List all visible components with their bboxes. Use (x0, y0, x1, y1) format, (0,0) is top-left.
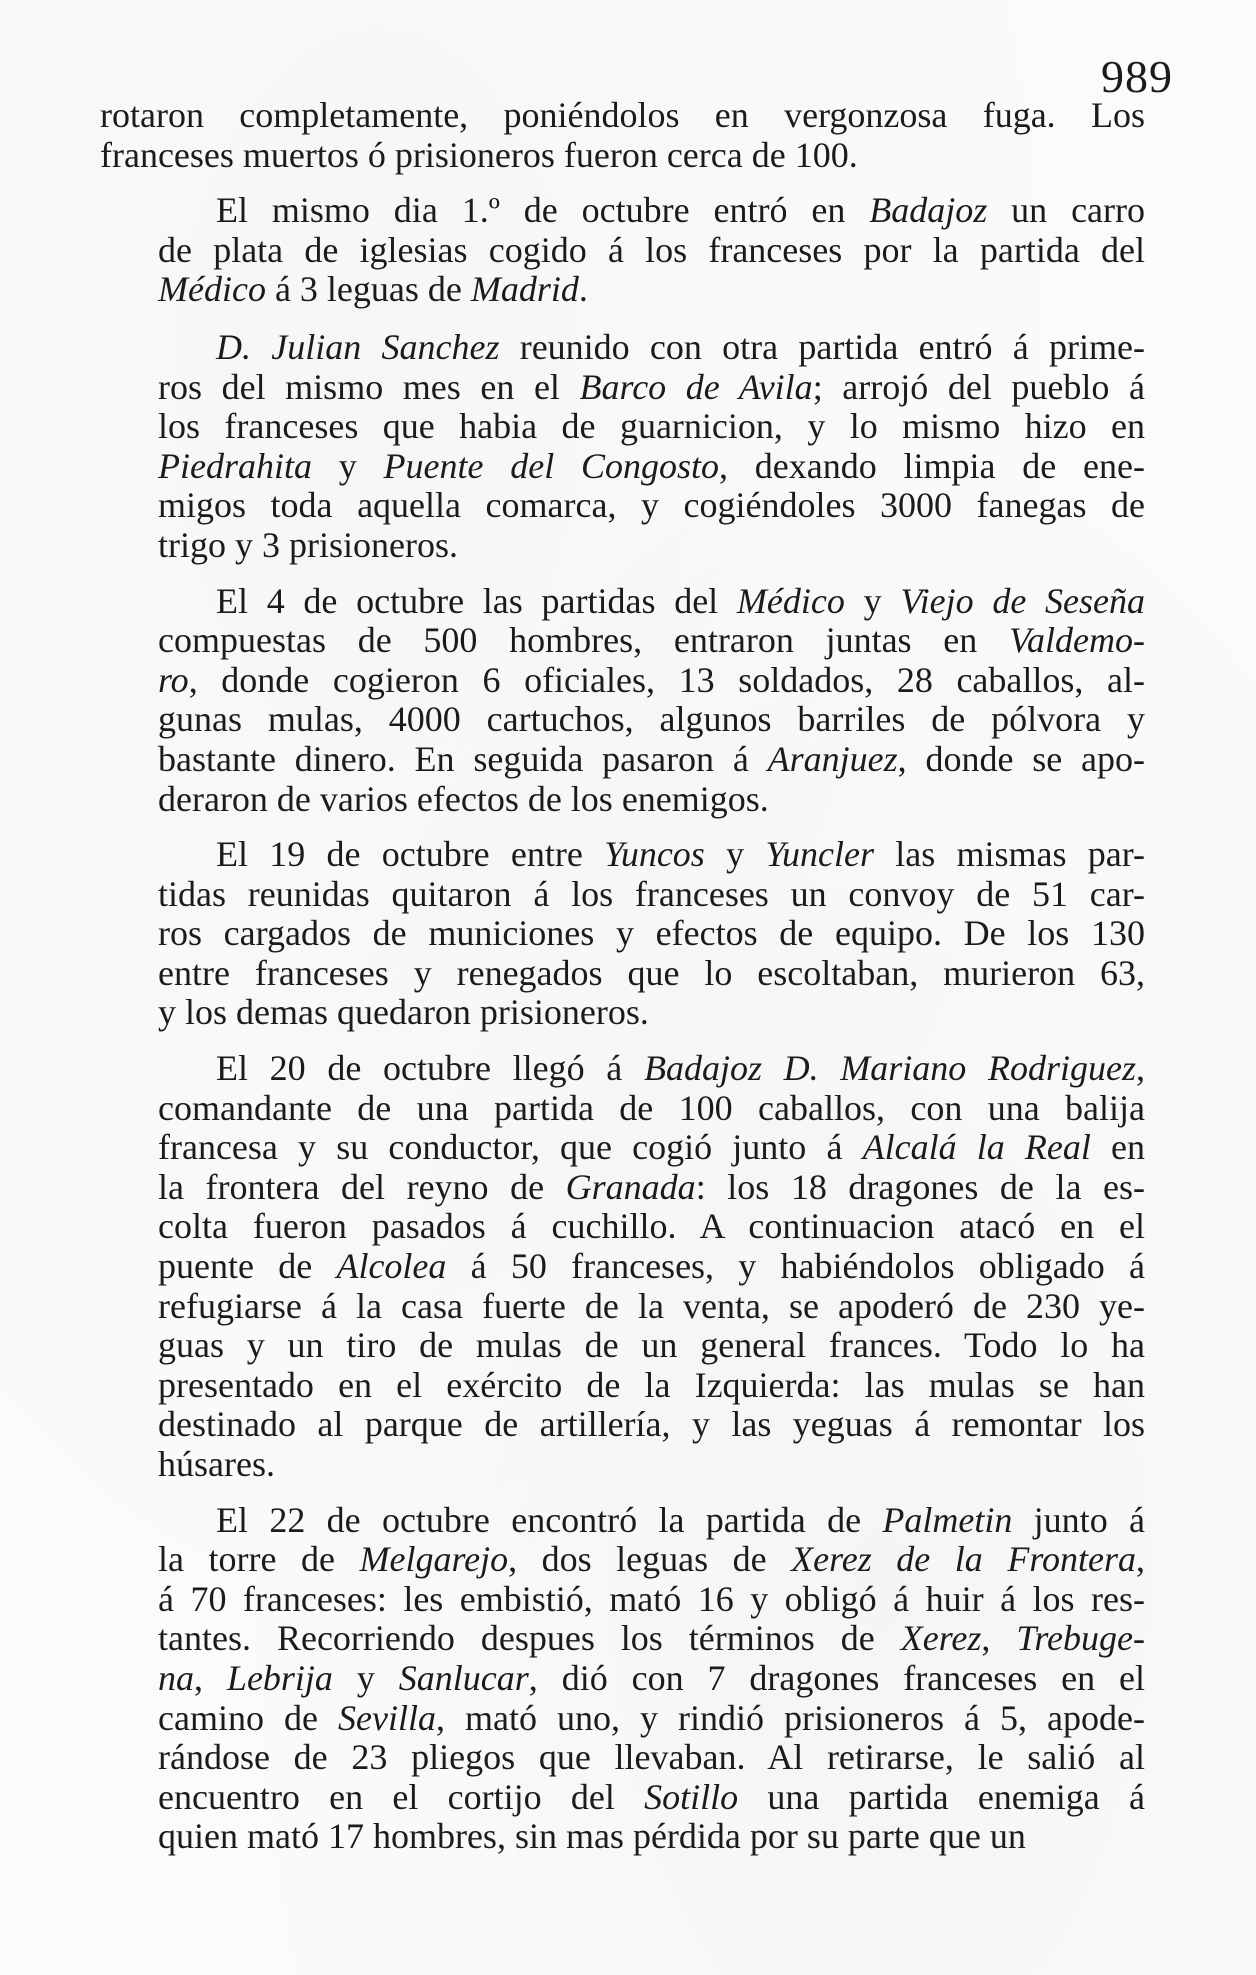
place-name: Granada (565, 1166, 696, 1207)
text-line: compuestas de 500 hombres, entraron juntas en Valdemo- (158, 620, 1145, 661)
place-name: Trebuge- (1016, 1618, 1145, 1659)
text-line: presentado en el exército de la Izquierda: las mulas se han (158, 1364, 1145, 1405)
text-line: El 20 de octubre llegó á Badajoz D. Mariano Rodriguez, (216, 1048, 1145, 1089)
text-line: los franceses que habia de guarnicion, y lo mismo hizo en (158, 406, 1145, 447)
place-name: Yuncos (604, 834, 705, 875)
place-name: Barco de Avila (579, 366, 813, 407)
text-line: francesa y su conductor, que cogió junto á Alcalá la Real en (158, 1127, 1146, 1168)
text-line: entre franceses y renegados que lo escoltaban, murieron 63, (158, 952, 1145, 993)
paragraph-3 (100, 328, 1145, 566)
text-line: ros del mismo mes en el Barco de Avila; arrojó del pueblo á (158, 366, 1145, 407)
text-line: El 19 de octubre entre Yuncos y Yuncler las mismas par- (216, 834, 1145, 875)
text-line: colta fueron pasados á cuchillo. A continuacion atacó en el (158, 1206, 1145, 1247)
text-line: tantes. Recorriendo despues los términos de Xerez, Trebuge- (158, 1618, 1145, 1659)
text-line: ros cargados de municiones y efectos de equipo. De los 130 (158, 913, 1145, 954)
text-line: rotaron completamente, poniéndolos en vergonzosa fuga. Los (100, 95, 1145, 135)
page-number: 989 (1101, 51, 1173, 102)
place-name: Sanlucar (398, 1657, 529, 1698)
text-line: puente de Alcolea á 50 franceses, y habiéndolos obligado á (158, 1246, 1146, 1287)
person-name: Médico (736, 580, 845, 621)
text-line: de plata de iglesias cogido á los franceses por la partida del (158, 229, 1145, 270)
place-name: Aranjuez (767, 738, 898, 779)
person-name: Badajoz D. Mariano Rodriguez (643, 1048, 1136, 1089)
text-line: húsares. (158, 1444, 275, 1484)
person-name: D. Julian Sanchez (216, 326, 500, 367)
paragraph-4 (100, 582, 1145, 820)
place-name: Puente del Congosto (383, 445, 720, 486)
text-line: y los demas quedaron prisioneros. (158, 992, 649, 1033)
place-name: Xerez de la Frontera (791, 1539, 1136, 1580)
place-name: na (158, 1657, 194, 1698)
body-text (100, 96, 1145, 1857)
text-line: refugiarse á la casa fuerte de la venta, se apoderó de 230 ye- (158, 1285, 1145, 1326)
place-name: Alcalá la Real (862, 1127, 1091, 1168)
text-line: quien mató 17 hombres, sin mas pérdida por su parte que un (158, 1816, 1026, 1857)
place-name: Madrid (470, 269, 579, 310)
place-name: Lebrija (226, 1657, 333, 1698)
place-name: Viejo de Seseña (900, 580, 1146, 621)
text-line: guas y un tiro de mulas de un general frances. Todo lo ha (158, 1325, 1145, 1366)
text-line: á 70 franceses: les embistió, mató 16 y obligó á huir á los res- (158, 1578, 1145, 1619)
text-line: Piedrahita y Puente del Congosto, dexando limpia de ene- (158, 445, 1145, 486)
place-name: Xerez (900, 1618, 982, 1659)
person-name: Palmetin (882, 1499, 1013, 1540)
place-name: Alcolea (336, 1246, 447, 1287)
text-line: Médico á 3 leguas de Madrid. (158, 269, 588, 310)
text-line: la frontera del reyno de Granada: los 18 dragones de la es- (158, 1166, 1145, 1207)
text-line: ro, donde cogieron 6 oficiales, 13 soldados, 28 caballos, al- (158, 659, 1145, 700)
text-line: bastante dinero. En seguida pasaron á Aranjuez, donde se apo- (158, 738, 1146, 779)
text-line: comandante de una partida de 100 caballos, con una balija (158, 1087, 1145, 1128)
text-line: franceses muertos ó prisioneros fueron cerca de 100. (100, 134, 858, 175)
paragraph-5 (100, 835, 1145, 1033)
place-name: ro (158, 659, 189, 700)
text-line: migos toda aquella comarca, y cogiéndoles 3000 fanegas de (158, 485, 1145, 526)
text-line: rándose de 23 pliegos que llevaban. Al retirarse, le salió al (158, 1737, 1145, 1778)
text-line: la torre de Melgarejo, dos leguas de Xerez de la Frontera, (158, 1539, 1145, 1580)
paragraph-7 (100, 1501, 1145, 1857)
text-line: camino de Sevilla, mató uno, y rindió prisioneros á 5, apode- (158, 1697, 1145, 1738)
text-line: destinado al parque de artillería, y las yeguas á remontar los (158, 1404, 1145, 1445)
paragraph-1 (100, 96, 1145, 175)
text-line: gunas mulas, 4000 cartuchos, algunos barriles de pólvora y (158, 699, 1145, 740)
text-line: encuentro en el cortijo del Sotillo una partida enemiga á (158, 1776, 1145, 1817)
place-name: Sevilla (337, 1697, 436, 1738)
text-line: na, Lebrija y Sanlucar, dió con 7 dragones franceses en el (158, 1657, 1146, 1698)
place-name: Badajoz (869, 190, 988, 231)
text-line: El 4 de octubre las partidas del Médico y Viejo de Seseña (216, 580, 1146, 621)
place-name: Valdemo- (1009, 620, 1145, 661)
text-line: deraron de varios efectos de los enemigos. (158, 778, 769, 819)
text-line: trigo y 3 prisioneros. (158, 524, 458, 565)
place-name: Piedrahita (158, 445, 312, 486)
text-line: tidas reunidas quitaron á los franceses un convoy de 51 car- (158, 873, 1145, 914)
place-name: Yuncler (765, 834, 875, 875)
text-line: El 22 de octubre encontró la partida de Palmetin junto á (216, 1499, 1145, 1540)
text-line: El mismo dia 1.º de octubre entró en Badajoz un carro (216, 190, 1146, 231)
place-name: Sotillo (644, 1776, 739, 1817)
paragraph-6 (100, 1049, 1145, 1485)
person-name: Médico (158, 269, 266, 310)
place-name: Melgarejo (359, 1539, 509, 1580)
text-line: D. Julian Sanchez reunido con otra partida entró á prime- (216, 326, 1145, 367)
paragraph-2 (100, 191, 1145, 310)
